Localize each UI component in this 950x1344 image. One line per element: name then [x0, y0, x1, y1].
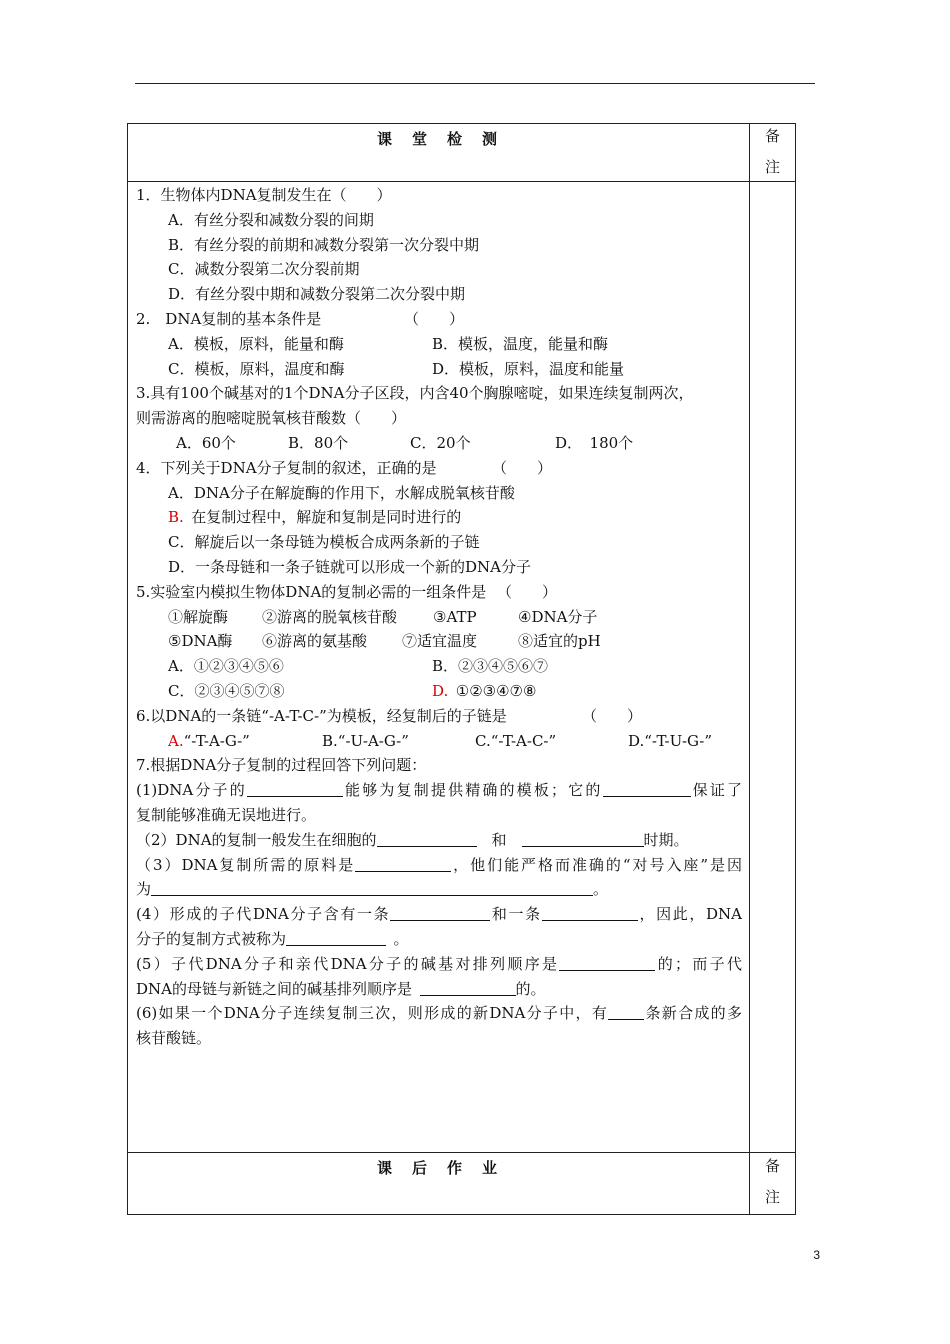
q5-option-c: C．②③④⑤⑦⑧	[168, 681, 285, 700]
q4-stem: 4．下列关于DNA分子复制的叙述，正确的是	[136, 458, 437, 477]
q7-part3-line2	[136, 877, 742, 902]
q4-stem-line	[136, 456, 742, 481]
q3-option-c: C．20个	[410, 433, 471, 452]
q1-stem: 1．生物体内DNA复制发生在（ ）	[136, 186, 392, 204]
answer-blank[interactable]	[542, 905, 638, 921]
q2-answer-paren: （ ）	[404, 309, 465, 328]
q7-text: 的。	[515, 979, 546, 998]
notes-char: 注	[764, 1188, 780, 1206]
q6-stem-line	[136, 704, 742, 729]
q4-option-c: C．解旋后以一条母链为模板合成两条新的子链	[168, 533, 480, 552]
notes-char: 注	[764, 158, 780, 176]
q7-text: （2）DNA的复制一般发生在细胞的	[136, 830, 377, 849]
answer-blank[interactable]	[286, 930, 386, 946]
q6-options	[136, 729, 742, 754]
q3-options	[136, 431, 742, 456]
notes-char: 备	[764, 127, 780, 145]
q2-option-d: D．模板，原料，温度和能量	[432, 359, 625, 378]
q7-part5-line1	[136, 952, 742, 977]
q5-item: ⑦适宜温度	[402, 632, 478, 651]
answer-blank[interactable]	[355, 856, 451, 872]
section2-divider	[127, 1152, 796, 1153]
q5-items-row1	[136, 605, 742, 630]
q4-option-a: A．DNA分子在解旋酶的作用下，水解成脱氧核苷酸	[168, 483, 515, 502]
q3-option-a: A．60个	[176, 433, 236, 452]
q5-item: ③ATP	[433, 607, 477, 626]
q7-text: ，他们能严格而准确的“对号入座”是因	[451, 855, 743, 874]
q5-stem: 5.实验室内模拟生物体DNA的复制必需的一组条件是	[136, 582, 487, 601]
q5-item: ⑤DNA酶	[168, 632, 233, 651]
q4-answer-paren: （ ）	[492, 458, 553, 477]
q7-part3-line1	[136, 853, 742, 878]
q2-stem: 2. DNA复制的基本条件是	[136, 309, 322, 328]
q5-option-d-text: ①②③④⑦⑧	[455, 681, 537, 700]
q3-stem-line1: 3.具有100个碱基对的1个DNA分子区段，内含40个胸腺嘧啶，如果连续复制两次，	[136, 384, 694, 403]
answer-marker-b: B.	[168, 508, 184, 527]
q1-option-d: D．有丝分裂中期和减数分裂第二次分裂中期	[168, 285, 466, 304]
q7-text: 条新合成的多	[644, 1004, 742, 1023]
page-number: 3	[813, 1248, 820, 1262]
section1-title-char: 检	[447, 130, 465, 148]
q4-option-d: D．一条母链和一条子链就可以形成一个新的DNA分子	[168, 557, 532, 576]
answer-marker-d: D.	[432, 681, 449, 700]
q5-stem-line	[136, 580, 742, 605]
q7-text: (1)DNA分子的	[136, 781, 247, 800]
q7-text: 能够为复制提供精确的模板；它的	[342, 781, 603, 800]
q2-option-c: C．模板，原料，温度和酶	[168, 359, 345, 378]
q6-option-d: D.“-T-U-G-”	[628, 731, 713, 750]
q5-answer-paren: （ ）	[497, 582, 558, 601]
q7-part6-line1	[136, 1001, 742, 1026]
section1-header-divider	[127, 181, 796, 182]
header-rule	[135, 83, 815, 84]
q7-part6-line2: 核苷酸链。	[136, 1029, 212, 1048]
q7-part2	[136, 828, 742, 853]
answer-blank[interactable]	[247, 781, 343, 797]
q2-options-row2	[136, 357, 742, 382]
q6-option-c: C.“-T-A-C-”	[475, 731, 557, 750]
q1-option-b: B．有丝分裂的前期和减数分裂第一次分裂中期	[168, 235, 480, 254]
q7-text: (5）子代DNA分子和亲代DNA分子的碱基对排列顺序是	[136, 954, 560, 973]
q7-text: 的；而子代	[655, 954, 742, 973]
q7-stem: 7.根据DNA分子复制的过程回答下列问题：	[136, 756, 427, 775]
q7-text: 。	[393, 929, 409, 948]
answer-blank[interactable]	[603, 781, 691, 797]
q5-options-row1	[136, 654, 742, 679]
q7-text: 。	[593, 880, 609, 899]
q2-stem-line	[136, 307, 742, 332]
answer-blank[interactable]	[420, 980, 516, 996]
answer-blank[interactable]	[390, 905, 490, 921]
section1-title-char: 课	[376, 130, 394, 148]
section1-notes-label	[749, 121, 796, 183]
q6-answer-paren: （ ）	[582, 706, 643, 725]
q7-part4-line2	[136, 927, 742, 952]
answer-blank[interactable]	[151, 880, 593, 896]
q7-text: 为	[136, 880, 152, 899]
q5-item: ②游离的脱氧核苷酸	[262, 607, 398, 626]
section2-title-char: 课	[376, 1159, 394, 1177]
q5-item: ④DNA分子	[518, 607, 598, 626]
q3-stem-line2: 则需游离的胞嘧啶脱氧核苷酸数（ ）	[136, 409, 407, 428]
q5-option-b: B．②③④⑤⑥⑦	[432, 657, 549, 676]
section2-title-char: 业	[482, 1159, 500, 1177]
q5-option-a: A．①②③④⑤⑥	[168, 657, 284, 676]
q7-text: (6)如果一个DNA分子连续复制三次，则形成的新DNA分子中，有	[136, 1004, 609, 1023]
notes-column-divider	[749, 123, 750, 1215]
q7-text: 和一条	[490, 905, 542, 924]
q7-text: ，因此，DNA	[637, 905, 742, 924]
section1-title	[127, 128, 749, 149]
q6-option-b: B.“-U-A-G-”	[322, 731, 409, 750]
answer-marker-a: A.	[168, 731, 184, 750]
section2-title-char: 后	[411, 1159, 429, 1177]
q7-text: DNA的母链与新链之间的碱基排列顺序是	[136, 979, 412, 998]
q7-text: 时期。	[643, 830, 689, 849]
q7-text: 和	[491, 830, 507, 849]
section2-title	[127, 1157, 749, 1178]
notes-char: 备	[764, 1157, 780, 1175]
q4-option-b-text: 在复制过程中，解旋和复制是同时进行的	[191, 508, 462, 527]
quiz-content	[136, 183, 742, 1051]
q4-option-b	[136, 505, 742, 530]
q7-text: 分子的复制方式被称为	[136, 929, 287, 948]
q6-stem: 6.以DNA的一条链“-A-T-C-”为模板，经复制后的子链是	[136, 706, 507, 725]
q1-option-a: A．有丝分裂和减数分裂的间期	[168, 210, 374, 229]
q5-item: ⑧适宜的pH	[518, 632, 601, 651]
q7-part5-line2	[136, 977, 742, 1002]
q1-option-c: C．减数分裂第二次分裂前期	[168, 260, 360, 279]
q2-options-row1	[136, 332, 742, 357]
section2-notes-label	[749, 1151, 796, 1213]
answer-blank[interactable]	[377, 831, 477, 847]
q2-option-b: B．模板，温度，能量和酶	[432, 334, 609, 353]
q6-option-a-text: “-T-A-G-”	[183, 731, 250, 750]
section1-title-char: 堂	[411, 130, 429, 148]
q7-text: （3）DNA复制所需的原料是	[136, 855, 356, 874]
q7-part1-line2: 复制能够准确无误地进行。	[136, 805, 317, 824]
q5-items-row2	[136, 629, 742, 654]
q3-option-d: D． 180个	[555, 433, 634, 452]
q5-item: ⑥游离的氨基酸	[262, 632, 368, 651]
section2-title-char: 作	[447, 1159, 465, 1177]
q7-text: (4）形成的子代DNA分子含有一条	[136, 905, 391, 924]
q2-option-a: A．模板，原料，能量和酶	[168, 334, 344, 353]
q7-part1-line1	[136, 778, 742, 803]
answer-blank[interactable]	[522, 831, 644, 847]
answer-blank[interactable]	[559, 955, 655, 971]
q7-part4-line1	[136, 902, 742, 927]
section1-title-char: 测	[482, 130, 500, 148]
q7-text: 保证了	[690, 781, 742, 800]
q5-item: ①解旋酶	[168, 607, 229, 626]
answer-blank[interactable]	[608, 1004, 644, 1020]
q3-option-b: B．80个	[288, 433, 349, 452]
q5-options-row2	[136, 679, 742, 704]
